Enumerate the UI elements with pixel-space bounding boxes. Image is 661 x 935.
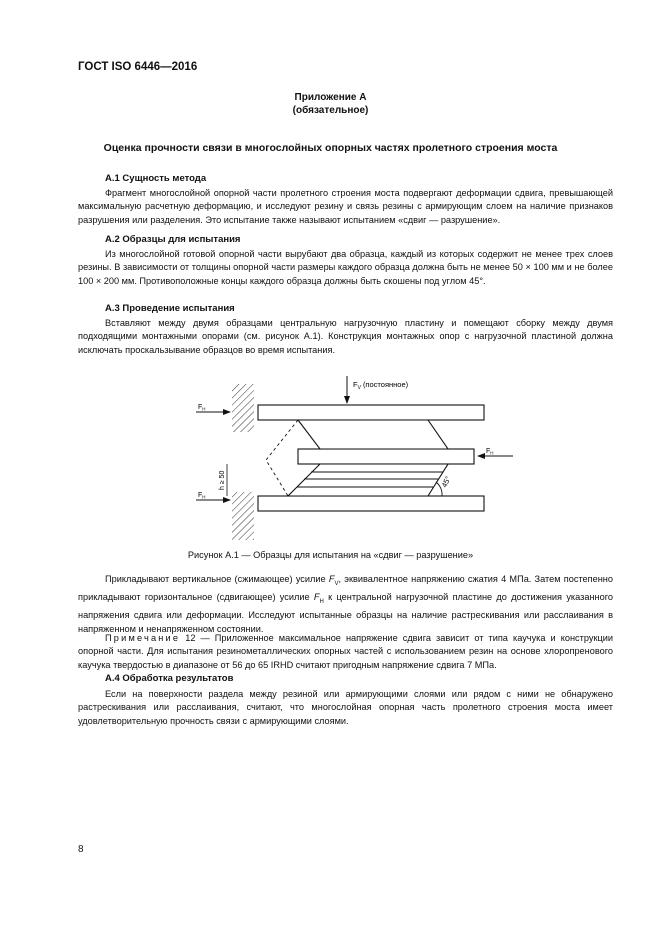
note-label: Примечание (105, 633, 181, 643)
appendix-heading (0, 91, 661, 117)
paragraph: Вставляют между двумя образцами центральную нагрузочную пластину и помещают сборку между двумя подходящими монтажными опорами (см. рисунок А.1). Конструкция монтажных опор с нагрузочной пластиной должна исключать проскальзывание образцов во время испытания. (78, 318, 613, 355)
appendix-title: Приложение А (294, 92, 367, 103)
fh-label-upper: $F_H$ (198, 404, 206, 412)
support-wall-lower (232, 492, 254, 540)
section-text-a1 (78, 187, 613, 227)
fv-subscript: V (357, 385, 361, 391)
page-number: 8 (78, 844, 84, 855)
angle-label: 45° (439, 474, 453, 489)
fv-note: (постоянное) (362, 380, 409, 389)
section-heading-a4: А.4 Обработка результатов (105, 673, 234, 684)
top-mounting-plate (258, 405, 484, 420)
section-heading-a3: А.3 Проведение испытания (105, 303, 235, 314)
height-label: h ≥ 50 (219, 470, 226, 490)
fh-subscript: H (319, 599, 324, 606)
figure-caption: Рисунок А.1 — Образцы для испытания на «сдвиг — разрушение» (187, 550, 474, 560)
bottom-mounting-plate (258, 496, 484, 511)
fv-label (353, 380, 409, 391)
fh-symbol: F (313, 592, 320, 603)
paragraph: Прикладывают вертикальное (сжимающее) усилие $F_V$, эквивалентное напряжению сжатия 4 МПа. Затем постепенно прикладывают горизонтальное (сдвигающее) усилие $F_H$ к центральной нагрузочной пластине до достижения указанного напряжения сдвига или деформации. Исследуют испытанные образцы на наличие растрескивания или расслаивания в напряженном и ненапряженном состоянии. (78, 574, 613, 634)
section-heading-a2: А.2 Образцы для испытания (105, 234, 241, 245)
upper-specimen (298, 420, 448, 449)
paragraph: Фрагмент многослойной опорной части пролетного строения моста подвергают деформации сдвига, превышающей максимальную расчетную деформацию, и исследуют резину и связь резины с армирующим слоем на наличие признаков разрушения или разделения. Это испытание также называют испытанием «сдвиг — разрушение». (78, 188, 613, 225)
note-paragraph (78, 632, 613, 672)
note-number: 12 (185, 633, 196, 643)
fv-subscript: V (334, 580, 339, 587)
section-text-a3-procedure (78, 573, 613, 636)
fh-label-central: $F_H$ (486, 448, 494, 456)
paragraph: Если на поверхности раздела между резиной или армирующими слоями или рядом с ними не обнаружено растрескивания или расслаивания, считают, что многослойная опорная часть пролетного строения моста имеет удовлетворительную прочность связи с армирующими слоями. (78, 689, 613, 726)
undeformed-outline (266, 420, 298, 496)
main-title: Оценка прочности связи в многослойных опорных частях пролетного строения моста (103, 142, 558, 154)
appendix-status: (обязательное) (292, 105, 369, 116)
document-header: ГОСТ ISO 6446—2016 (78, 61, 198, 73)
figure-shear-test-diagram (180, 372, 520, 542)
lower-specimen (288, 464, 448, 496)
fh-label-lower: $F_H$ (198, 492, 206, 500)
note-block (78, 632, 613, 672)
section-text-a4 (78, 688, 613, 728)
paragraph: Из многослойной готовой опорной части вырубают два образца, каждый из которых содержит не менее трех слоев резины. В зависимости от толщины опорной части размеры каждого образца должна быть не менее 50 × 100 мм и не более 100 × 200 мм. Противоположные концы каждого образца должны быть скошены под углом 45°. (78, 249, 613, 286)
fv-symbol: F (353, 380, 358, 389)
central-loading-plate (298, 449, 474, 464)
section-heading-a1: А.1 Сущность метода (105, 173, 207, 184)
note-text: — Приложенное максимальное напряжение сдвига зависит от типа каучука и конструкции опорной части. Для испытания резинометаллических опорных частей с использованием резин на основе хлоропренового каучука твердостью в диапазоне от 56 до 65 IRHD считают пригодным напряжение сдвига 7 МПа. (78, 633, 613, 670)
section-text-a3 (78, 317, 613, 357)
support-wall-upper (232, 384, 254, 432)
section-text-a2 (78, 248, 613, 288)
fv-symbol: F (328, 574, 335, 584)
